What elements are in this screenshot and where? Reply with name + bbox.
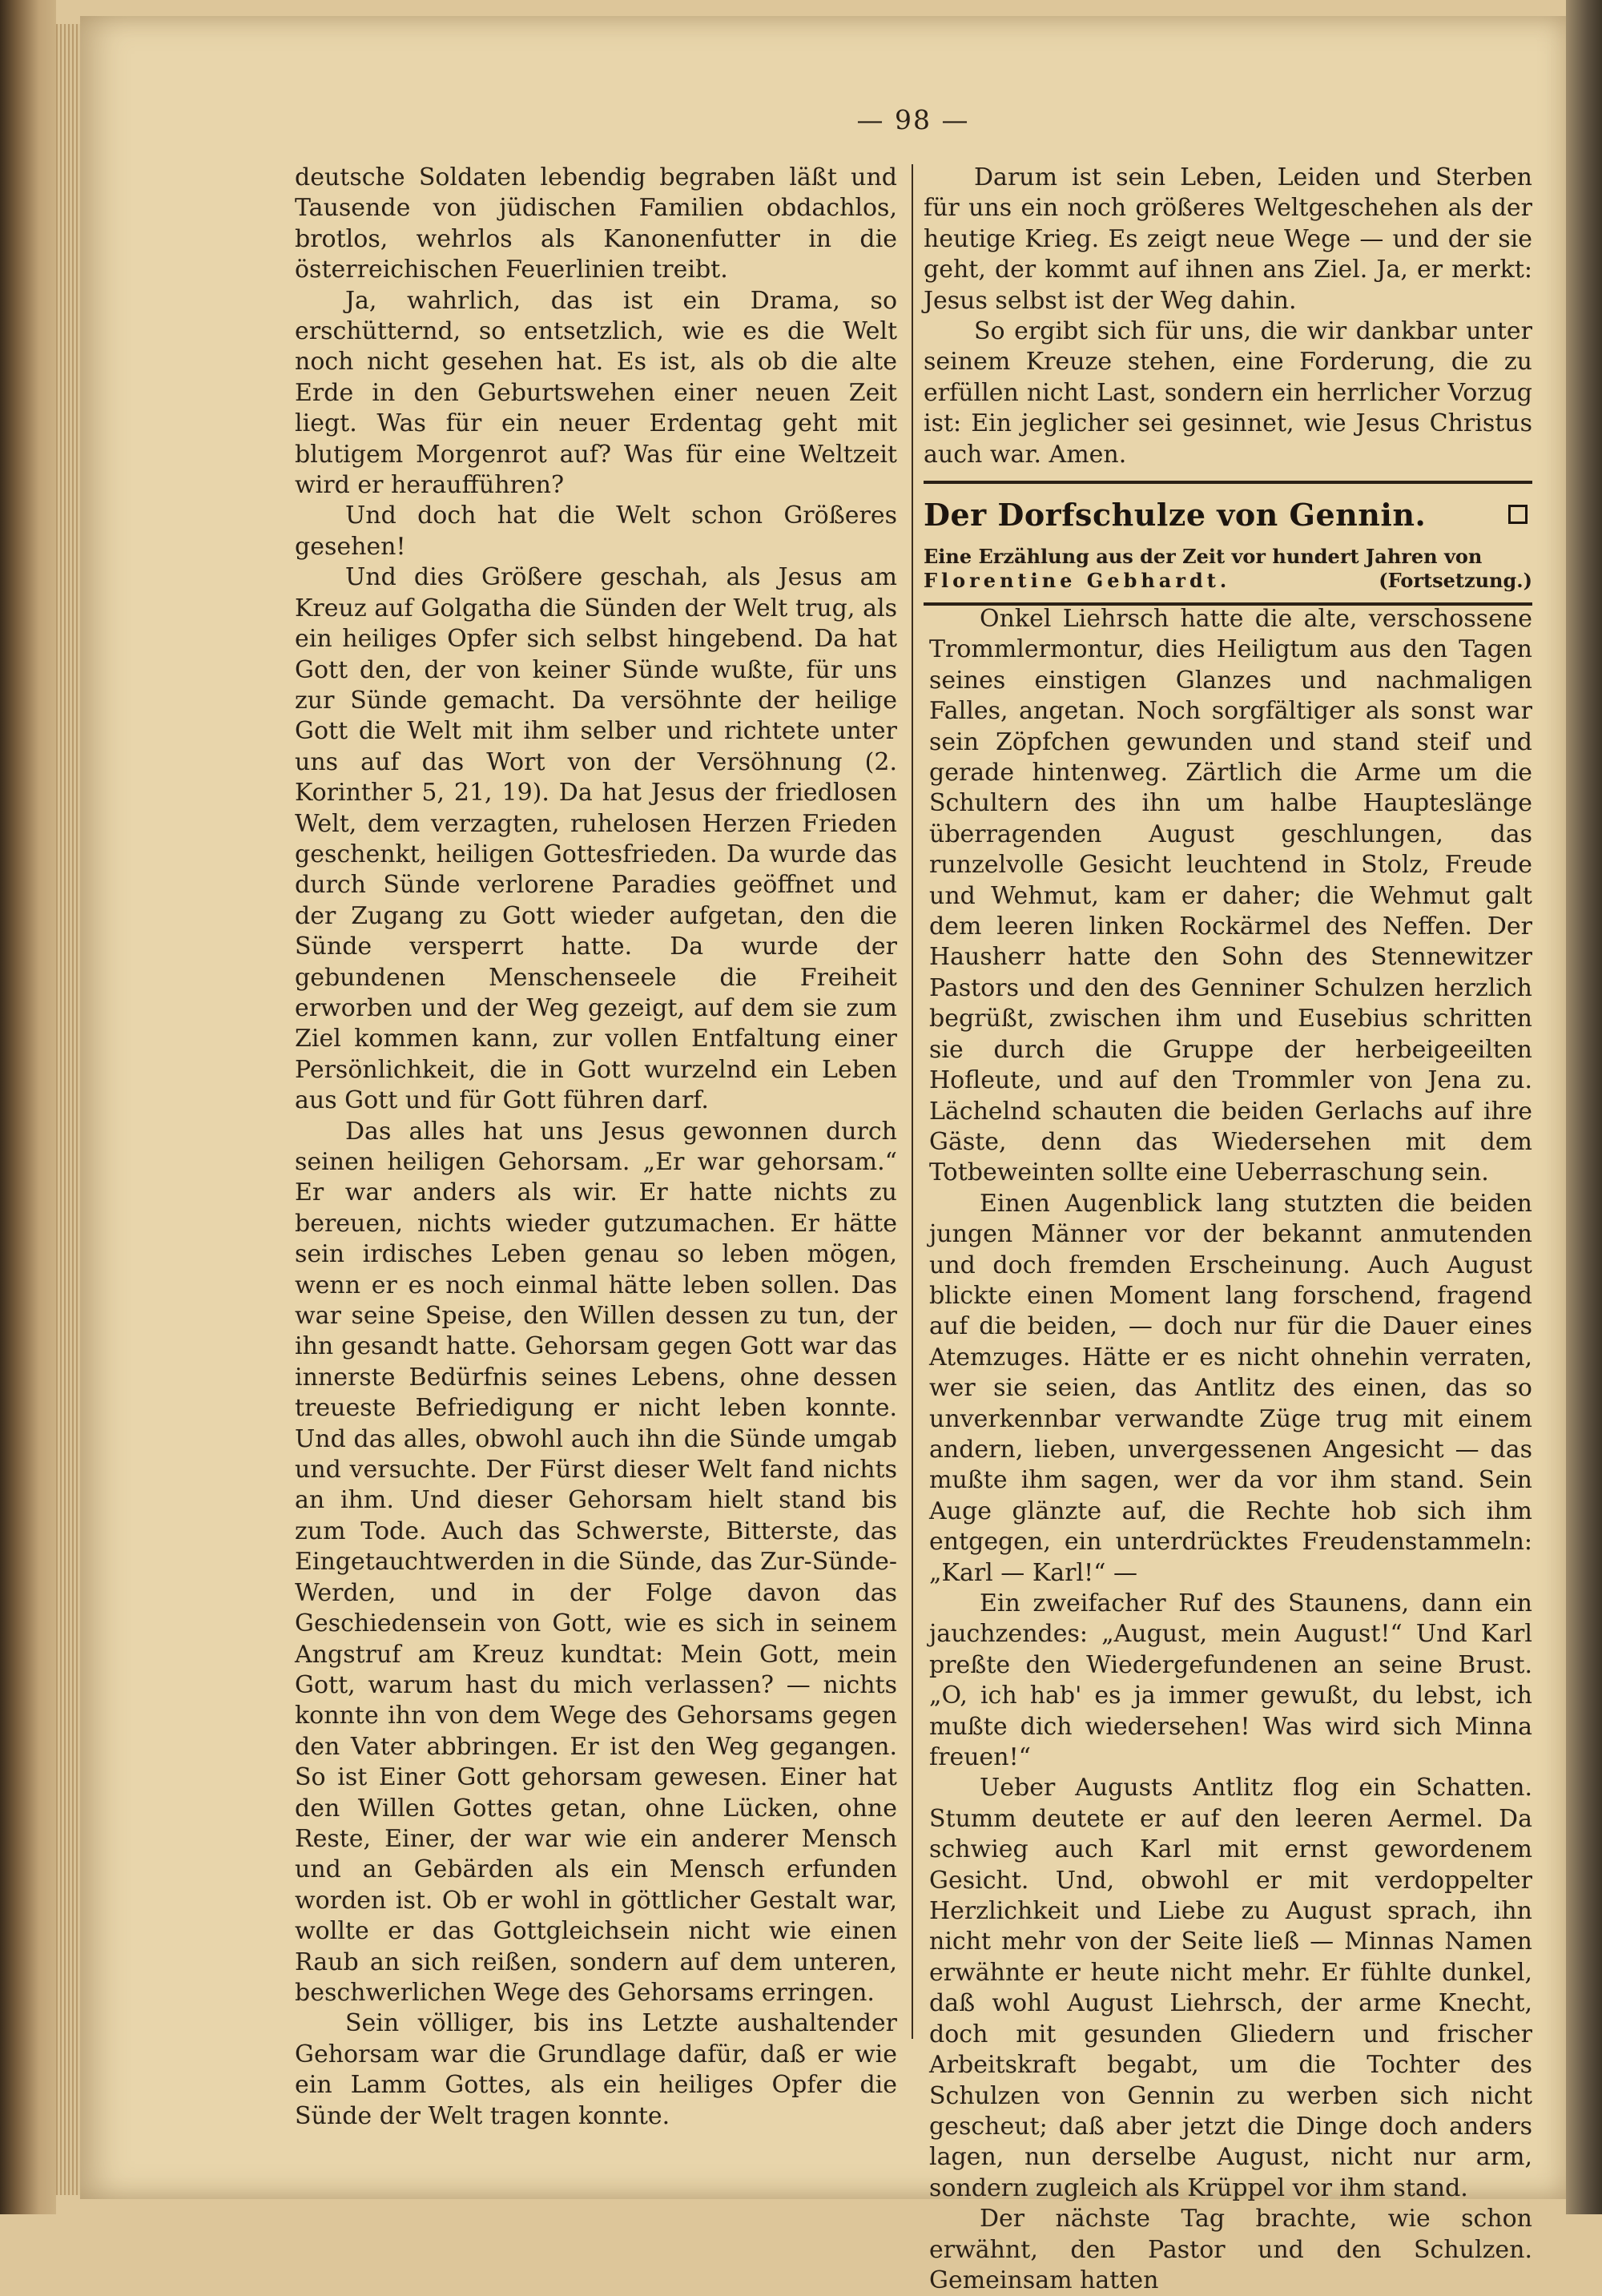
paragraph: Ueber Augusts Antlitz flog ein Schatten. Stumm deutete er auf den leeren Aermel. Da schwieg auch Karl mit ernst gewordenem Gesicht. Und, obwohl er mit verdoppelter Herzlichkeit und Liebe zu August sprach, ihn nicht mehr von der Seite ließ — Minnas Namen erwähnte er heute nicht mehr. Er fühlte dunkel, daß wohl August Liehrsch, der arme Knecht, doch mit gesunden Gliedern und frischer Arbeitskraft begabt, um die Tochter des Schulzen von Gennin zu werben sich nicht gescheut; daß aber jetzt die Dinge doch anders lagen, nun derselbe August, nicht nur arm, sondern zugleich als Krüppel vor ihm stand. <box>929 1774 1532 2202</box>
paragraph: Ein zweifacher Ruf des Staunens, dann ein jauchzendes: „August, mein August!“ Und Karl preßte den Wiedergefundenen an seine Brust. „O, ich hab' es ja immer gewußt, du lebst, ich mußte dich wiedersehen! Was wird sich Minna freuen!“ <box>929 1589 1532 1772</box>
story-heading-box <box>924 481 1532 606</box>
paragraph: So ergibt sich für uns, die wir dankbar unter seinem Kreuze stehen, eine Forderung, die zu erfüllen nicht Last, sondern ein herrlicher Vorzug ist: Ein jeglicher sei gesinnet, wie Jesus Christus auch war. Amen. <box>924 317 1532 469</box>
right-column-story <box>929 604 1532 2296</box>
story-title: Der Dorfschulze von Gennin. <box>924 497 1427 533</box>
paragraph: Onkel Liehrsch hatte die alte, verschossene Trommlermontur, dies Heiligtum aus den Tagen seines einstigen Glanzes und nachmaligen Falles, angetan. Noch sorgfältiger als sonst war sein Zöpfchen gewunden und stand steif und gerade hintenweg. Zärtlich die Arme um die Schultern des ihn um halbe Haupteslänge überragenden August geschlungen, das runzelvolle Gesicht leuchtend in Stolz, Freude und Wehmut, kam er daher; die Wehmut galt dem leeren linken Rockärmel des Neffen. Der Hausherr hatte den Sohn des Stennewitzer Pastors und den des Genniner Schulzen herzlich begrüßt, zwischen ihm und Eusebius schritten sie durch die Gruppe der herbeigeeilten Hofleute, und auf den Trommler von Jena zu. Lächelnd schauten die beiden Gerlachs auf ihre Gäste, denn das Wiedersehen mit dem Totbeweinten sollte eine Ueberraschung sein. <box>929 605 1532 1187</box>
paragraph: Und dies Größere geschah, als Jesus am Kreuz auf Golgatha die Sünden der Welt trug, als ein heiliges Opfer sich selbst hingebend. Da hat Gott den, der von keiner Sünde wußte, für uns zur Sünde gemacht. Da versöhnte der heilige Gott die Welt mit ihm selber und richtete unter uns auf das Wort von der Versöhnung (2. Korinther 5, 21, 19). Da hat Jesus der friedlosen Welt, dem verzagten, ruhelosen Herzen Frieden geschenkt, heiligen Gottesfrieden. Da wurde das durch Sünde verlorene Paradies geöffnet und der Zugang zu Gott wieder aufgetan, den die Sünde versperrt hatte. Da wurde der gebundenen Menschenseele die Freiheit erworben und der Weg gezeigt, auf dem sie zum Ziel kommen kann, zur vollen Entfaltung einer Persönlichkeit, die in Gott wurzelnd ein Leben aus Gott und für Gott führen darf. <box>295 563 897 1115</box>
book-cover-edge <box>1566 0 1602 2214</box>
paragraph: Sein völliger, bis ins Letzte aushaltender Gehorsam war die Grundlage dafür, daß er wie ein Lamm Gottes, als ein heiliges Opfer die Sünde der Welt tragen konnte. <box>295 2009 897 2130</box>
book-binding <box>0 0 56 2214</box>
story-continuation: (Fortsetzung.) <box>1379 569 1532 592</box>
left-column <box>295 163 897 2132</box>
paragraph: deutsche Soldaten lebendig begraben läßt und Tausende von jüdischen Familien obdachlos, brotlos, wehrlos als Kanonenfutter in die österreichischen Feuerlinien treibt. <box>295 163 897 284</box>
story-subtitle <box>924 545 1532 593</box>
paragraph: Das alles hat uns Jesus gewonnen durch seinen heiligen Gehorsam. „Er war gehorsam.“ Er war anders als wir. Er hatte nichts zu bereuen, nichts wieder gutzumachen. Er hätte sein irdisches Leben genau so leben mögen, wenn er es noch einmal hätte leben sollen. Das war seine Speise, den Willen dessen zu tun, der ihn gesandt hatte. Gehorsam gegen Gott war das innerste Bedürfnis seines Lebens, ohne dessen treueste Befriedigung er nicht leben konnte. Und das alles, obwohl auch ihn die Sünde umgab und versuchte. Der Fürst dieser Welt fand nichts an ihm. Und dieser Gehorsam hielt stand bis zum Tode. Auch das Schwerste, Bitterste, das Eingetauchtwerden in die Sünde, das Zur-Sünde-Werden, und in der Folge davon das Geschiedensein von Gott, wie es sich in seinem Angstruf am Kreuz kundtat: Mein Gott, mein Gott, warum hast du mich verlassen? — nichts konnte ihn von dem Wege des Gehorsams gegen den Vater abbringen. Er ist den Weg gegangen. So ist Einer Gott gehorsam gewesen. Einer hat den Willen Gottes getan, ohne Lücken, ohne Reste, Einer, der war wie ein anderer Mensch und an Gebärden als ein Mensch erfunden worden ist. Ob er wohl in göttlicher Gestalt war, wollte er das Gottgleichsein nicht wie einen Raub an sich reißen, sondern auf dem unteren, beschwerlichen Wege des Gehorsams erringen. <box>295 1117 897 2007</box>
paragraph: Der nächste Tag brachte, wie schon erwähnt, den Pastor und den Schulzen. Gemeinsam hatten <box>929 2205 1532 2294</box>
column-divider <box>912 164 913 2039</box>
square-ornament-icon <box>1508 505 1528 524</box>
right-column-sermon-end <box>924 163 1532 470</box>
paragraph: Darum ist sein Leben, Leiden und Sterben für uns ein noch größeres Weltgeschehen als der heutige Krieg. Es zeigt neue Wege — und der sie geht, der kommt auf ihnen ans Ziel. Ja, er merkt: Jesus selbst ist der Weg dahin. <box>924 163 1532 315</box>
paragraph: Ja, wahrlich, das ist ein Drama, so erschütternd, so entsetzlich, wie es die Welt noch nicht gesehen hat. Es ist, als ob die alte Erde in den Geburtswehen einer neuen Zeit liegt. Was für ein neuer Erdentag geht mit blutigem Morgenrot auf? Was für eine Weltzeit wird er heraufführen? <box>295 286 897 500</box>
story-author: Florentine Gebhardt. <box>924 569 1231 592</box>
paragraph: Einen Augenblick lang stutzten die beiden jungen Männer vor der bekannt anmutenden und doch fremden Erscheinung. Auch August blickte einen Moment lang forschend, fragend auf die beiden, — doch nur für die Dauer eines Atemzuges. Hätte er es nicht ohnehin verraten, wer sie seien, das Antlitz des einen, das so unverkennbar verwandte Züge trug mit einem andern, lieben, unvergessenen Angesicht — das mußte ihm sagen, wer da vor ihm stand. Sein Auge glänzte auf, die Rechte hob sich ihm entgegen, ein unterdrücktes Freudenstammeln: „Karl — Karl!“ — <box>929 1189 1532 1587</box>
story-subtitle-text: Eine Erzählung aus der Zeit vor hundert Jahren von <box>924 545 1483 568</box>
paragraph: Und doch hat die Welt schon Größeres gesehen! <box>295 501 897 561</box>
page-number: — 98 — <box>856 104 970 135</box>
